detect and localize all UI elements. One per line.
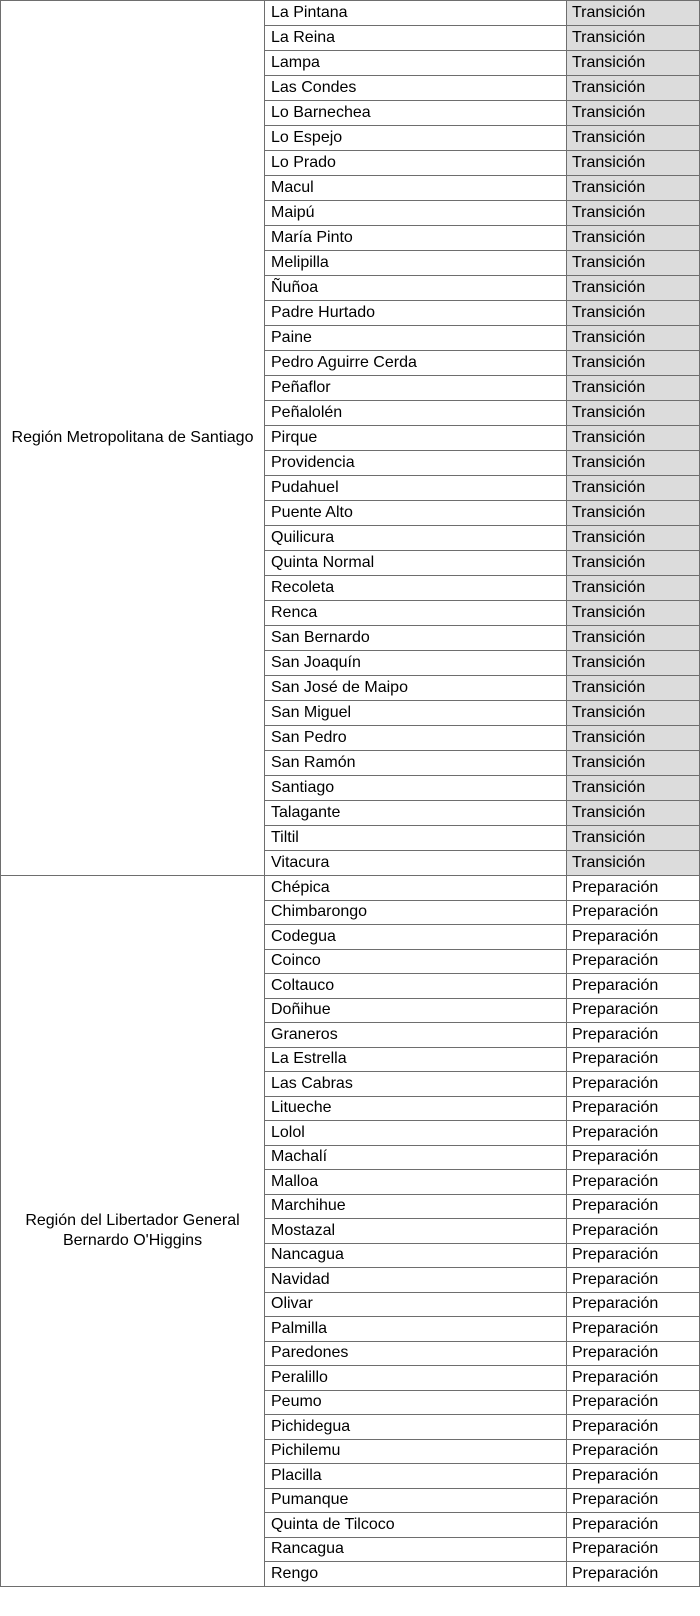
comuna-cell: Pichilemu — [265, 1439, 567, 1464]
phase-cell: Preparación — [567, 1464, 700, 1489]
phase-cell: Preparación — [567, 900, 700, 925]
phase-cell: Preparación — [567, 1268, 700, 1293]
phase-cell: Transición — [567, 351, 700, 376]
comuna-cell: Machalí — [265, 1145, 567, 1170]
comuna-cell: Graneros — [265, 1023, 567, 1048]
comuna-cell: Quinta Normal — [265, 551, 567, 576]
comuna-cell: San Ramón — [265, 751, 567, 776]
phase-cell: Transición — [567, 701, 700, 726]
region-cell: Región Metropolitana de Santiago — [1, 1, 265, 876]
phase-cell: Preparación — [567, 1292, 700, 1317]
phase-cell: Preparación — [567, 1317, 700, 1342]
comuna-cell: Providencia — [265, 451, 567, 476]
comuna-cell: La Pintana — [265, 1, 567, 26]
comuna-cell: Marchihue — [265, 1194, 567, 1219]
comuna-cell: Puente Alto — [265, 501, 567, 526]
phase-cell: Transición — [567, 276, 700, 301]
phase-cell: Transición — [567, 676, 700, 701]
comuna-cell: Padre Hurtado — [265, 301, 567, 326]
phase-cell: Transición — [567, 151, 700, 176]
phase-cell: Transición — [567, 326, 700, 351]
comuna-cell: Macul — [265, 176, 567, 201]
comuna-cell: Mostazal — [265, 1219, 567, 1244]
phase-cell: Preparación — [567, 1243, 700, 1268]
comuna-cell: Chépica — [265, 876, 567, 901]
phase-cell: Transición — [567, 826, 700, 851]
phase-cell: Transición — [567, 501, 700, 526]
comuna-cell: Lo Barnechea — [265, 101, 567, 126]
phase-cell: Transición — [567, 401, 700, 426]
comuna-cell: Doñihue — [265, 998, 567, 1023]
comuna-cell: Chimbarongo — [265, 900, 567, 925]
phase-cell: Preparación — [567, 1341, 700, 1366]
comuna-cell: Placilla — [265, 1464, 567, 1489]
comuna-cell: La Estrella — [265, 1047, 567, 1072]
comuna-cell: Rengo — [265, 1562, 567, 1587]
comuna-cell: Lolol — [265, 1121, 567, 1146]
phase-cell: Transición — [567, 376, 700, 401]
comuna-cell: Olivar — [265, 1292, 567, 1317]
comuna-cell: Rancagua — [265, 1537, 567, 1562]
phase-cell: Preparación — [567, 1513, 700, 1538]
comuna-cell: San Bernardo — [265, 626, 567, 651]
phase-cell: Preparación — [567, 1145, 700, 1170]
phase-cell: Preparación — [567, 1537, 700, 1562]
phase-cell: Preparación — [567, 949, 700, 974]
phase-cell: Preparación — [567, 1023, 700, 1048]
comuna-cell: La Reina — [265, 26, 567, 51]
phase-cell: Transición — [567, 26, 700, 51]
phase-cell: Transición — [567, 851, 700, 876]
phase-cell: Preparación — [567, 998, 700, 1023]
comuna-cell: María Pinto — [265, 226, 567, 251]
comuna-cell: San Pedro — [265, 726, 567, 751]
comuna-cell: Malloa — [265, 1170, 567, 1195]
phase-cell: Transición — [567, 1, 700, 26]
comuna-cell: San José de Maipo — [265, 676, 567, 701]
comuna-cell: Santiago — [265, 776, 567, 801]
phase-cell: Transición — [567, 126, 700, 151]
comuna-cell: Quinta de Tilcoco — [265, 1513, 567, 1538]
phase-cell: Transición — [567, 51, 700, 76]
comuna-cell: Quilicura — [265, 526, 567, 551]
phase-cell: Transición — [567, 526, 700, 551]
phase-cell: Transición — [567, 801, 700, 826]
phase-cell: Preparación — [567, 1047, 700, 1072]
comuna-cell: Peñaflor — [265, 376, 567, 401]
phase-cell: Preparación — [567, 1366, 700, 1391]
table-body — [1, 1, 700, 1587]
comuna-cell: Palmilla — [265, 1317, 567, 1342]
comuna-cell: Peralillo — [265, 1366, 567, 1391]
phase-cell: Preparación — [567, 974, 700, 999]
comuna-cell: Lo Prado — [265, 151, 567, 176]
comuna-cell: Melipilla — [265, 251, 567, 276]
comuna-cell: Las Condes — [265, 76, 567, 101]
comuna-cell: Talagante — [265, 801, 567, 826]
comuna-cell: Pumanque — [265, 1488, 567, 1513]
comuna-cell: Codegua — [265, 925, 567, 950]
phase-cell: Transición — [567, 251, 700, 276]
comuna-cell: Peñalolén — [265, 401, 567, 426]
region-cell: Región del Libertador General Bernardo O'Higgins — [1, 876, 265, 1587]
phase-cell: Preparación — [567, 1415, 700, 1440]
phase-cell: Transición — [567, 301, 700, 326]
comuna-cell: Pudahuel — [265, 476, 567, 501]
comuna-cell: Coltauco — [265, 974, 567, 999]
comuna-cell: Litueche — [265, 1096, 567, 1121]
comuna-cell: Pirque — [265, 426, 567, 451]
phase-cell: Preparación — [567, 1219, 700, 1244]
phase-cell: Transición — [567, 101, 700, 126]
comuna-cell: Recoleta — [265, 576, 567, 601]
comuna-cell: Navidad — [265, 1268, 567, 1293]
comuna-cell: Tiltil — [265, 826, 567, 851]
comuna-cell: Lo Espejo — [265, 126, 567, 151]
comuna-cell: Renca — [265, 601, 567, 626]
phase-cell: Preparación — [567, 1194, 700, 1219]
phase-cell: Transición — [567, 576, 700, 601]
phase-cell: Transición — [567, 601, 700, 626]
phase-cell: Transición — [567, 176, 700, 201]
phase-cell: Transición — [567, 651, 700, 676]
comuna-cell: Coinco — [265, 949, 567, 974]
comuna-cell: Maipú — [265, 201, 567, 226]
table-row — [1, 1, 700, 26]
phase-cell: Transición — [567, 426, 700, 451]
phase-cell: Preparación — [567, 1170, 700, 1195]
comuna-cell: Peumo — [265, 1390, 567, 1415]
phase-cell: Transición — [567, 476, 700, 501]
phase-cell: Preparación — [567, 925, 700, 950]
comuna-cell: Las Cabras — [265, 1072, 567, 1097]
comuna-cell: Paredones — [265, 1341, 567, 1366]
comuna-cell: Ñuñoa — [265, 276, 567, 301]
comuna-cell: Nancagua — [265, 1243, 567, 1268]
phase-cell: Preparación — [567, 876, 700, 901]
comuna-cell: Vitacura — [265, 851, 567, 876]
phase-cell: Preparación — [567, 1072, 700, 1097]
comuna-cell: Paine — [265, 326, 567, 351]
phase-cell: Preparación — [567, 1488, 700, 1513]
phase-cell: Preparación — [567, 1439, 700, 1464]
comuna-cell: Pedro Aguirre Cerda — [265, 351, 567, 376]
phase-cell: Transición — [567, 776, 700, 801]
phase-cell: Transición — [567, 226, 700, 251]
phase-cell: Preparación — [567, 1121, 700, 1146]
phase-cell: Transición — [567, 451, 700, 476]
table-row — [1, 876, 700, 901]
phase-cell: Transición — [567, 76, 700, 101]
comuna-cell: San Joaquín — [265, 651, 567, 676]
comuna-cell: San Miguel — [265, 701, 567, 726]
comuna-cell: Pichidegua — [265, 1415, 567, 1440]
phase-cell: Preparación — [567, 1096, 700, 1121]
phase-cell: Transición — [567, 751, 700, 776]
phase-cell: Transición — [567, 626, 700, 651]
phase-cell: Transición — [567, 551, 700, 576]
phase-cell: Preparación — [567, 1390, 700, 1415]
phase-cell: Transición — [567, 726, 700, 751]
comuna-cell: Lampa — [265, 51, 567, 76]
phase-cell: Transición — [567, 201, 700, 226]
phase-cell: Preparación — [567, 1562, 700, 1587]
